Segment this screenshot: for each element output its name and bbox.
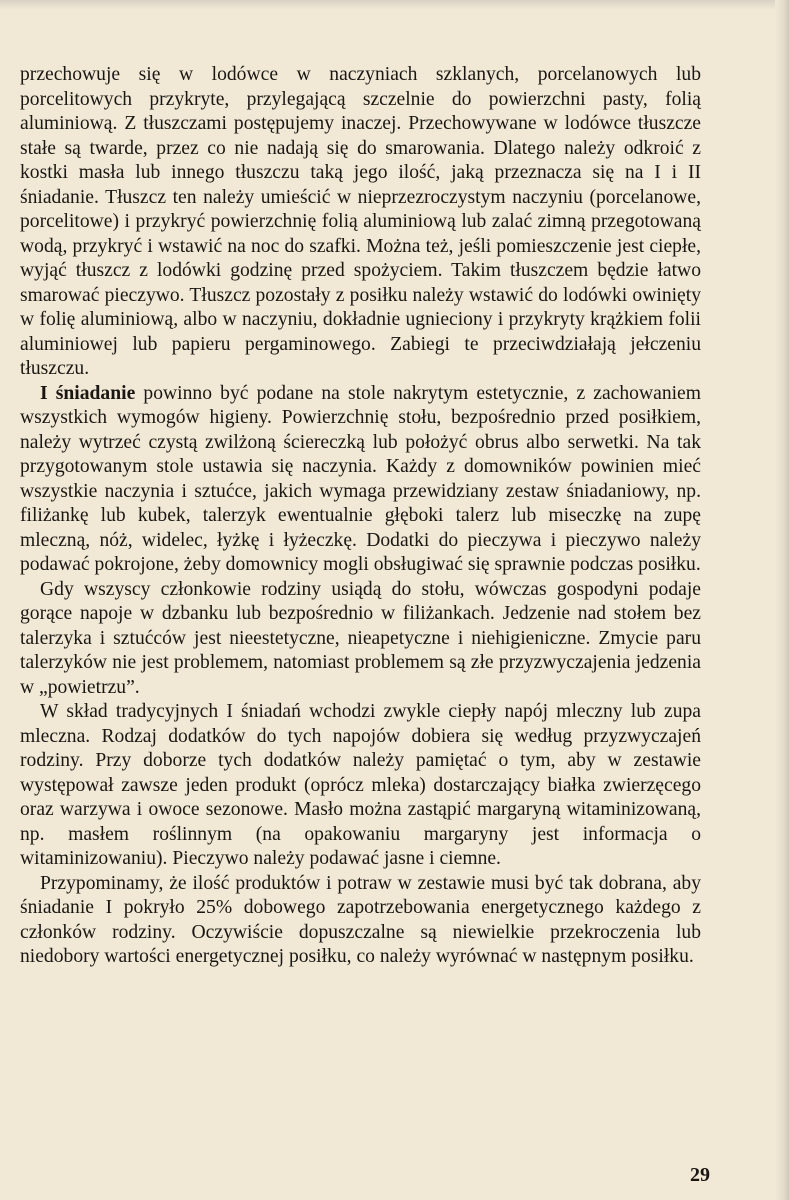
paragraph-1 xyxy=(20,63,701,382)
paragraph-3-text: Gdy wszyscy członkowie rodziny usiądą do stołu, wówczas gospodyni podaje gorące napoje w dzbanku lub bezpośrednio w filiżankach. Jedzenie nad stołem bez talerzyka i sztućców jest nieestetyczne, nieapetyczne i niehigieniczne. Zmycie paru talerzyków nie jest problemem, natomiast problemem są złe przyzwyczajenia jedzenia w „powietrzu”. xyxy=(20,578,701,698)
paragraph-2-text: powinno być podane na stole nakrytym estetycznie, z zachowaniem wszystkich wymogów higieny. Powierzchnię stołu, bezpośrednio przed posiłkiem, należy wytrzeć czystą zwilżoną ściereczką lub położyć obrus albo serwetki. Na tak przygotowanym stole ustawia się naczynia. Każdy z domowników powinien mieć wszystkie naczynia i sztućce, jakich wymaga przewidziany zestaw śniadaniowy, np. filiżankę lub kubek, talerzyk ewentualnie głęboki talerz lub miseczkę na zupę mleczną, nóż, widelec, łyżkę i łyżeczkę. Dodatki do pieczywa i pieczywo należy podawać pokrojone, żeby domownicy mogli obsługiwać się sprawnie podczas posiłku. xyxy=(20,382,701,575)
page-top-edge xyxy=(0,0,789,10)
paragraph-4-text: W skład tradycyjnych I śniadań wchodzi zwykle ciepły napój mleczny lub zupa mleczna. Rodzaj dodatków do tych napojów dobiera się według przyzwyczajeń rodziny. Przy doborze tych dodatków należy pamiętać o tym, aby w zestawie występował zawsze jeden produkt (oprócz mleka) dostarczający białka zwierzęcego oraz warzywa i owoce sezonowe. Masło można zastąpić margaryną witaminizowaną, np. masłem roślinnym (na opakowaniu margaryny jest informacja o witaminizowaniu). Pieczywo należy podawać jasne i ciemne. xyxy=(20,701,701,869)
page-number: 29 xyxy=(690,1164,710,1186)
paragraph-2-lead: I śniadanie xyxy=(40,382,136,404)
paragraph-5-text: Przypominamy, że ilość produktów i potraw w zestawie musi być tak dobrana, aby śniadanie I pokryło 25% dobowego zapotrzebowania energetycznego każdego z członków rodziny. Oczywiście dopuszczalne są niewielkie przekroczenia lub niedobory wartości energetycznej posiłku, co należy wyrównać w następnym posiłku. xyxy=(20,872,701,967)
paragraph-2 xyxy=(20,382,701,578)
paragraph-5 xyxy=(20,872,701,970)
body-text xyxy=(20,63,701,970)
paragraph-1-text: przechowuje się w lodówce w naczyniach szklanych, porcelanowych lub porcelitowych przykryte, przylegającą szczelnie do powierzchni pasty, folią aluminiową. Z tłuszczami postępujemy inaczej. Przechowywane w lodówce tłuszcze stałe są twarde, przez co nie nadają się do smarowania. Dlatego należy odkroić z kostki masła lub innego tłuszczu taką jego ilość, jaką przeznacza się na I i II śniadanie. Tłuszcz ten należy umieścić w nieprzezroczystym naczyniu (porcelanowe, porcelitowe) i przykryć powierzchnię folią aluminiową lub zalać zimną przegotowaną wodą, przykryć i wstawić na noc do szafki. Można też, jeśli pomieszczenie jest ciepłe, wyjąć tłuszcz z lodówki godzinę przed spożyciem. Takim tłuszczem będzie łatwo smarować pieczywo. Tłuszcz pozostały z posiłku należy wstawić do lodówki owinięty w folię aluminiową, albo w naczyniu, dokładnie ugnieciony i przykryty krążkiem folii aluminiowej lub papieru pergaminowego. Zabiegi te przeciwdziałają jełczeniu tłuszczu. xyxy=(20,64,701,379)
page-binding-edge xyxy=(775,0,789,1200)
paragraph-3 xyxy=(20,578,701,701)
paragraph-4 xyxy=(20,700,701,872)
